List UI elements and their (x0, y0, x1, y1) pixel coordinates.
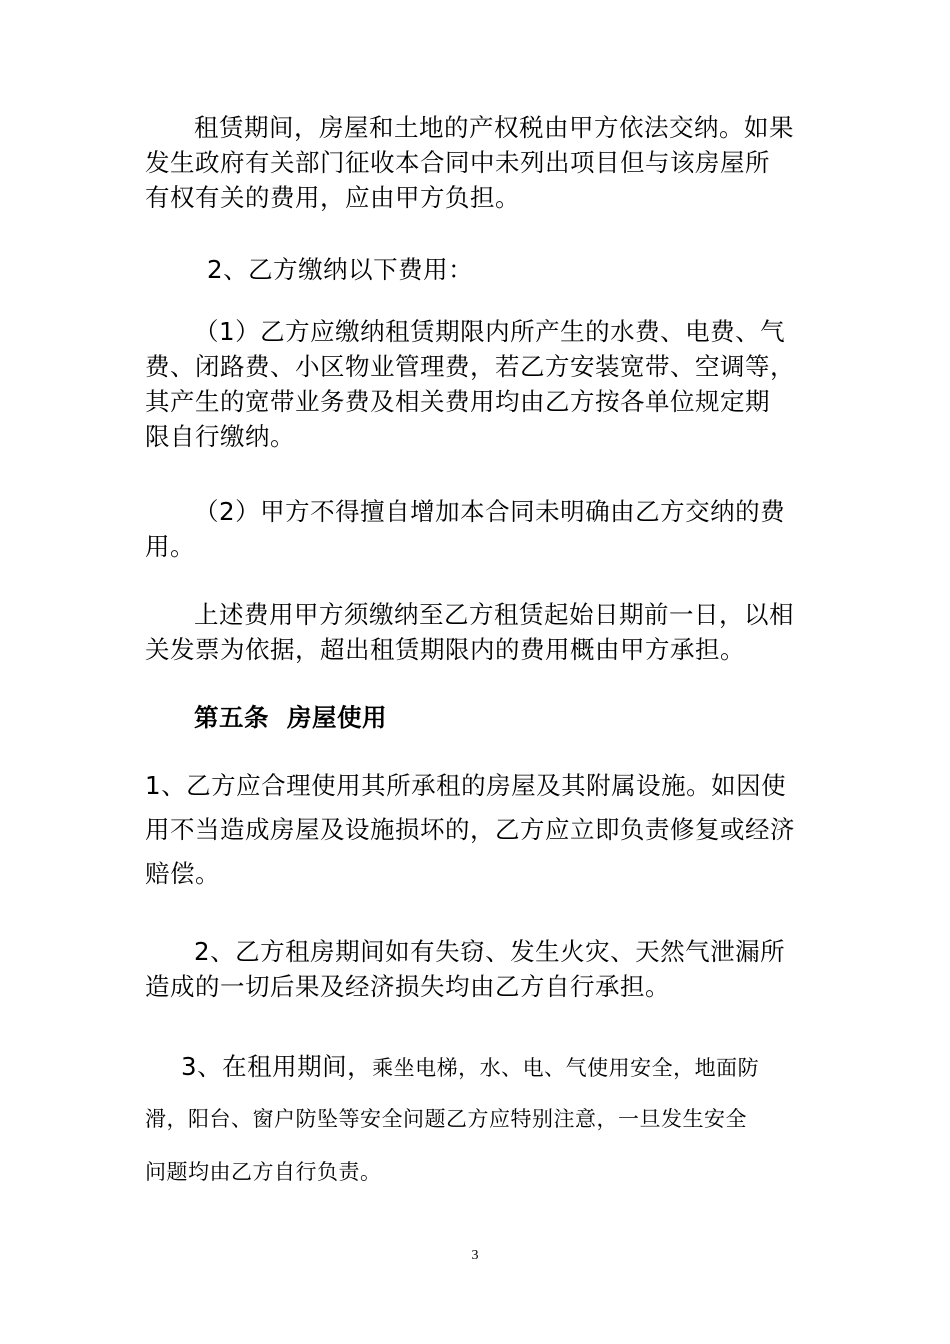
paragraph-usage-3 (145, 1040, 810, 1199)
page-number: 3 (471, 1248, 479, 1263)
text-line: 其产生的宽带业务费及相关费用均由乙方按各单位规定期 (145, 387, 770, 416)
text-line: 用。 (145, 532, 195, 561)
text-line: （2）甲方不得擅自增加本合同未明确由乙方交纳的费 (194, 497, 786, 526)
text-line: （1）乙方应缴纳租赁期限内所产生的水费、电费、气 (194, 317, 786, 346)
paragraph-usage-2 (145, 934, 810, 1004)
text-line: 滑，阳台、窗户防坠等安全问题乙方应特别注意，一旦发生安全 (145, 1107, 747, 1131)
text-line: 2、乙方租房期间如有失窃、发生火灾、天然气泄漏所 (194, 937, 786, 966)
paragraph-fees-heading (145, 252, 810, 287)
text-line: 用不当造成房屋及设施损坏的，乙方应立即负责修复或经济 (145, 815, 795, 844)
text-line: 上述费用甲方须缴纳至乙方租赁起始日期前一日，以相 (194, 600, 794, 629)
text-line: 造成的一切后果及经济损失均由乙方自行承担。 (145, 972, 670, 1001)
section-title: 第五条 房屋使用 (194, 703, 388, 732)
text-line: 费、闭路费、小区物业管理费，若乙方安装宽带、空调等， (145, 352, 795, 381)
text-line: 问题均由乙方自行负责。 (145, 1160, 382, 1184)
paragraph-usage-1 (145, 764, 810, 896)
text-run-serif: 乘坐电梯，水、电、气使用安全，地面防 (372, 1056, 760, 1080)
text-line: 限自行缴纳。 (145, 422, 295, 451)
text-line: 有权有关的费用，应由甲方负担。 (145, 183, 520, 212)
text-line: 发生政府有关部门征收本合同中未列出项目但与该房屋所 (145, 148, 770, 177)
text-line: 赔偿。 (145, 859, 220, 888)
text-line: 2、乙方缴纳以下费用： (207, 255, 474, 284)
paragraph-fee-item-2 (145, 494, 810, 564)
text-line: 关发票为依据，超出租赁期限内的费用概由甲方承担。 (145, 635, 745, 664)
text-line (145, 1040, 810, 1093)
paragraph-fee-item-1 (145, 314, 810, 454)
text-run-sans: 3、在租用期间， (181, 1052, 373, 1081)
text-line: 租赁期间，房屋和土地的产权税由甲方依法交纳。如果 (194, 113, 794, 142)
paragraph-fee-settlement (145, 597, 810, 667)
text-line: 1、乙方应合理使用其所承租的房屋及其附属设施。如因使 (145, 771, 787, 800)
section-heading (145, 700, 810, 735)
paragraph-property-tax (145, 110, 810, 215)
